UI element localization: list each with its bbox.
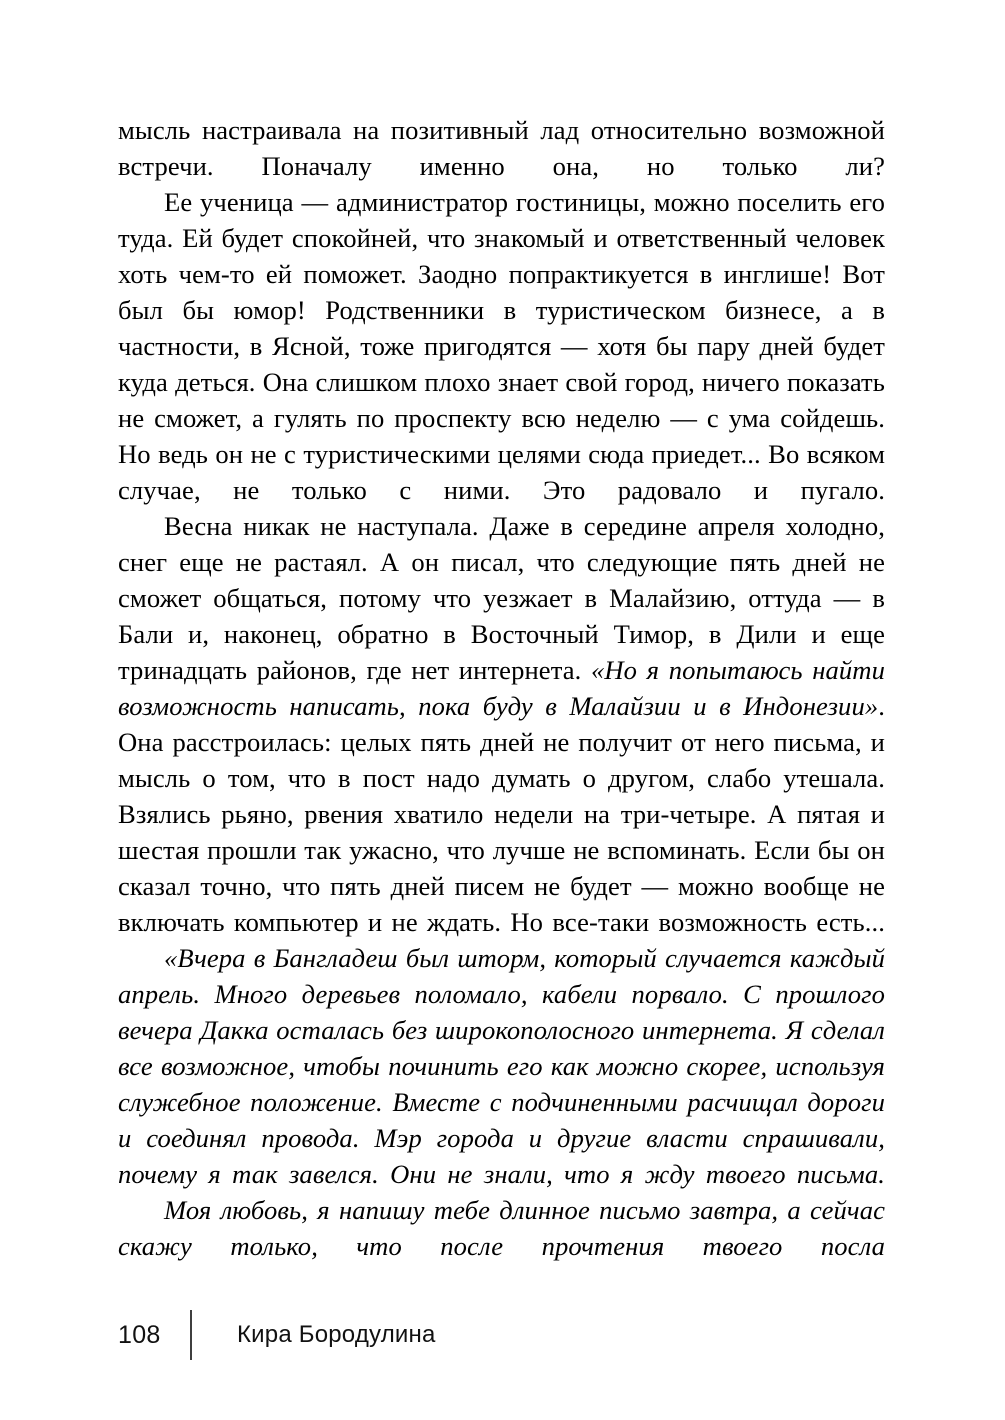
- paragraph-3-run-roman-leading: Весна никак не наступала. Даже в середине апреля холодно, снег еще не растаял. А он писал, что следующие пять дней не сможет общаться, потому что уезжает в Малайзию, оттуда — в Бали и, наконец, обратно в Восточный Тимор, в Дили и еще тринадцать районов, где нет интернета.: [118, 511, 885, 685]
- paragraph-3-run-roman-trailing: . Она расстроилась: целых пять дней не получит от него письма, и мысль о том, что в пост надо думать о другом, слабо утешала. Взялись рьяно, рвения хватило недели на три-четыре. А пятая и шестая прошли так ужасно, что лучше не вспоминать. Если бы он сказал точно, что пять дней писем не будет — можно вообще не включать компьютер и не ждать. Но все-таки возможность есть...: [118, 691, 885, 937]
- page-footer: [118, 1305, 885, 1365]
- page-text-column: [118, 112, 885, 1264]
- paragraph-1: мысль настраивала на позитивный лад относительно возможной встречи. Поначалу именно она, но только ли?: [118, 115, 885, 181]
- paragraph-5: Моя любовь, я напишу тебе длинное письмо завтра, а сейчас скажу только, что после прочтения твоего посла: [118, 1195, 885, 1261]
- paragraph-3: [118, 508, 885, 940]
- paragraph-2: Ее ученица — администратор гостиницы, можно поселить его туда. Ей будет спокойней, что знакомый и ответственный человек хоть чем-то ей поможет. Заодно попрактикуется в инглише! Вот был бы юмор! Родственники в туристическом бизнесе, а в частности, в Ясной, тоже пригодятся — хотя бы пару дней будет куда деться. Она слишком плохо знает свой город, ничего показать не сможет, а гулять по проспекту всю неделю — с ума сойдешь. Но ведь он не с туристическими целями сюда приедет... Во всяком случае, не только с ними. Это радовало и пугало.: [118, 187, 885, 505]
- paragraph-4: «Вчера в Бангладеш был шторм, который случается каждый апрель. Много деревьев поломало, кабели порвало. С прошлого вечера Дакка осталась без широкополосного интернета. Я сделал все возможное, чтобы починить его как можно скорее, используя служебное положение. Вместе с подчиненными расчищал дороги и соединял провода. Мэр города и другие власти спрашивали, почему я так завелся. Они не знали, что я жду твоего письма.: [118, 943, 885, 1189]
- page-number: 108: [118, 1320, 161, 1349]
- paragraph-3-run-italic-quote: «Но я попытаюсь найти возможность написать, пока буду в Малайзии и в Индонезии»: [118, 655, 885, 721]
- footer-author-name: Кира Бородулина: [237, 1321, 436, 1348]
- footer-divider-rule: [190, 1310, 192, 1360]
